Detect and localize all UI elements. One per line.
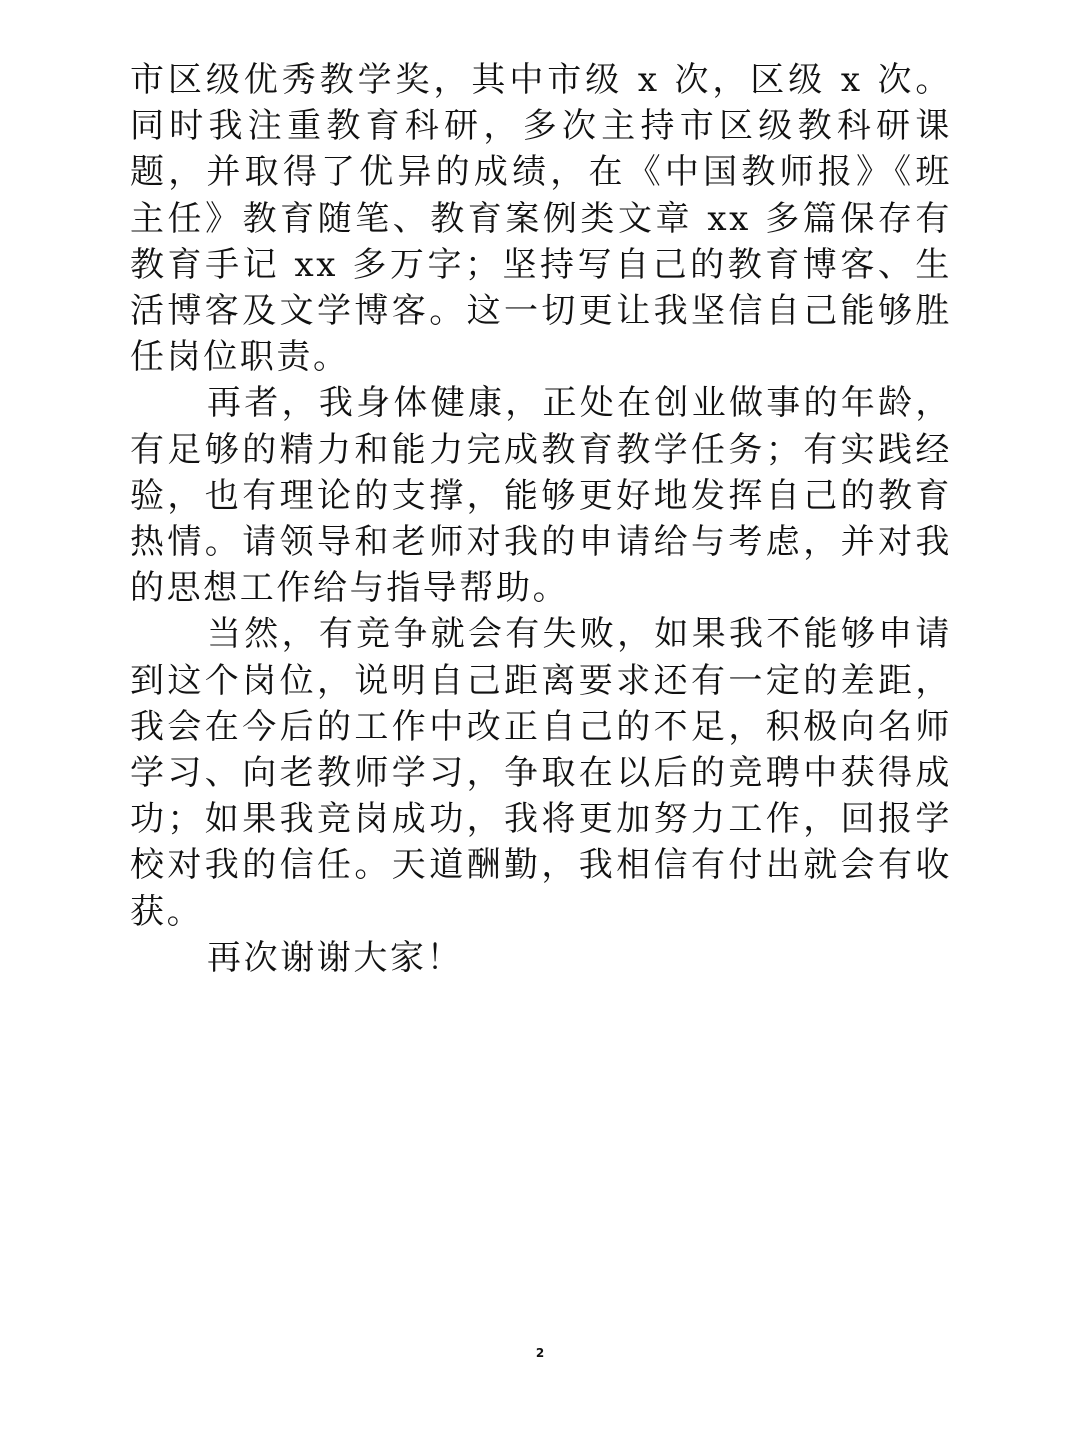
paragraph-competition: 当然，有竞争就会有失败，如果我不能够申请到这个岗位，说明自己距离要求还有一定的差距，我会在今后的工作中改正自己的不足，积极向名师学习、向老教师学习，争取在以后的竞聘中获得成功；如果我竞岗成功，我将更加努力工作，回报学校对我的信任。天道酬勤，我相信有付出就会有收获。 (130, 614, 952, 932)
paragraph-health: 再者，我身体健康，正处在创业做事的年龄，有足够的精力和能力完成教育教学任务；有实践经验，也有理论的支撑，能够更好地发挥自己的教育热情。请领导和老师对我的申请给与考虑，并对我的思想工作给与指导帮助。 (130, 383, 952, 609)
paragraph-thanks: 再次谢谢大家！ (207, 937, 464, 978)
page-number: 2 (535, 1346, 545, 1360)
paragraph-continuation: 市区级优秀教学奖，其中市级 x 次，区级 x 次。同时我注重教育科研，多次主持市区级教科研课题，并取得了优异的成绩，在《中国教师报》《班主任》教育随笔、教育案例类文章 xx 多篇保存有教育手记 xx 多万字；坚持写自己的教育博客、生活博客及文学博客。这一切更让我坚信自己能够胜任岗位职责。 (130, 60, 952, 378)
body-text (130, 57, 952, 981)
